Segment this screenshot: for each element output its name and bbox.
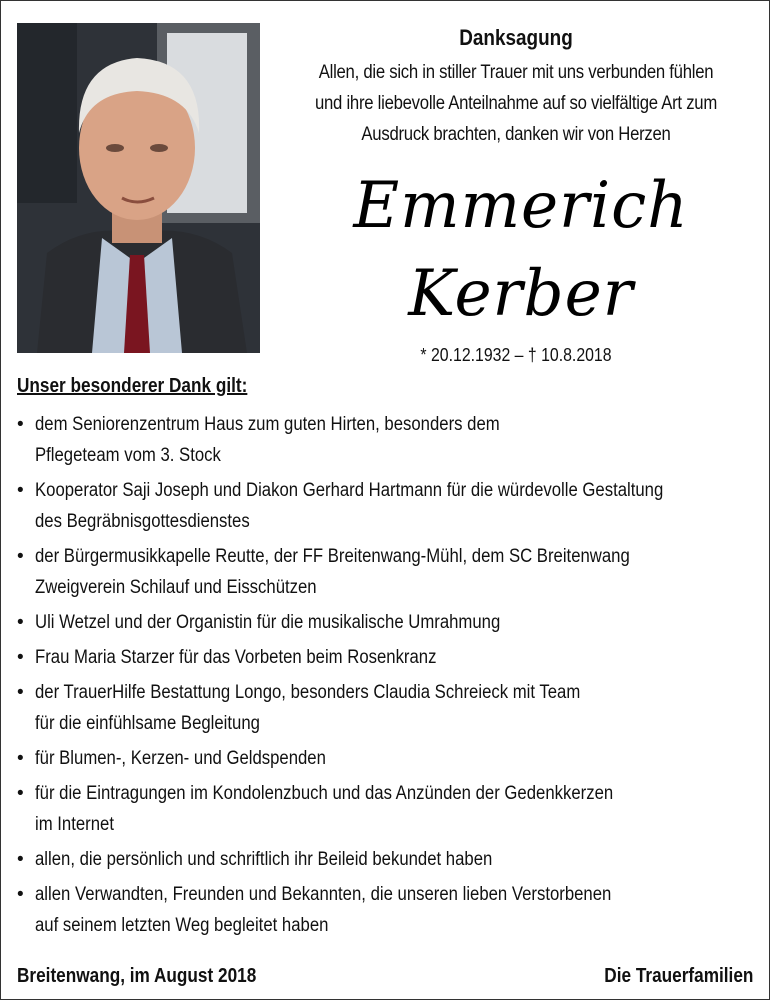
list-item-text: der TrauerHilfe Bestattung Longo, besonders Claudia Schreieck mit Team für die einfühlsame Begleitung (35, 682, 581, 734)
bullet-icon: • (17, 783, 24, 804)
bullet-icon: • (17, 647, 24, 668)
list-item (17, 642, 762, 673)
list-item-text: für Blumen-, Kerzen- und Geldspenden (35, 748, 326, 769)
deceased-first-name: Emmerich (353, 169, 689, 243)
list-item (17, 409, 762, 471)
intro-line: und ihre liebevolle Anteilnahme auf so vielfältige Art zum (314, 93, 717, 114)
list-item (17, 475, 762, 537)
list-item-text: Uli Wetzel und der Organistin für die musikalische Umrahmung (35, 612, 501, 633)
signature: Die Trauerfamilien (603, 965, 753, 987)
life-dates: * 20.12.1932 – † 10.8.2018 (420, 345, 612, 365)
list-item (17, 844, 762, 875)
list-item-text: Frau Maria Starzer für das Vorbeten beim Rosenkranz (35, 647, 437, 668)
list-item-text: für die Eintragungen im Kondolenzbuch und das Anzünden der Gedenkkerzen im Internet (35, 783, 614, 835)
bullet-icon: • (17, 480, 24, 501)
thanks-list (17, 409, 762, 941)
list-item (17, 607, 762, 638)
list-item (17, 677, 762, 739)
intro-line: Allen, die sich in stiller Trauer mit uns verbunden fühlen (318, 62, 714, 83)
bullet-icon: • (17, 682, 24, 703)
bullet-icon: • (17, 612, 24, 633)
header (271, 23, 761, 150)
bullet-icon: • (17, 849, 24, 870)
list-item-text: Kooperator Saji Joseph und Diakon Gerhard Hartmann für die würdevolle Gestaltung des Begräbnisgottesdienstes (35, 480, 664, 532)
intro-line: Ausdruck brachten, danken wir von Herzen (361, 124, 671, 145)
deceased-last-name: Kerber (408, 257, 634, 331)
list-item (17, 743, 762, 774)
list-item-text: dem Seniorenzentrum Haus zum guten Hirten, besonders dem Pflegeteam vom 3. Stock (35, 414, 500, 466)
bullet-icon: • (17, 414, 24, 435)
footer (17, 965, 753, 993)
bullet-icon: • (17, 546, 24, 567)
intro-text (271, 57, 761, 150)
list-item-text: allen, die persönlich und schriftlich ihr Beileid bekundet haben (35, 849, 493, 870)
bullet-icon: • (17, 884, 24, 905)
page-title: Danksagung (459, 25, 573, 50)
list-item (17, 778, 762, 840)
list-item (17, 541, 762, 603)
place-date: Breitenwang, im August 2018 (17, 965, 257, 987)
list-item-text: der Bürgermusikkapelle Reutte, der FF Breitenwang-Mühl, dem SC Breitenwang Zweigverein Schilauf und Eisschützen (35, 546, 630, 598)
portrait-photo (17, 23, 260, 353)
list-item-text: allen Verwandten, Freunden und Bekannten, die unseren lieben Verstorbenen auf seinem letzten Weg begleitet haben (35, 884, 612, 936)
bullet-icon: • (17, 748, 24, 769)
thanks-heading: Unser besonderer Dank gilt: (17, 375, 248, 397)
list-item (17, 879, 762, 941)
